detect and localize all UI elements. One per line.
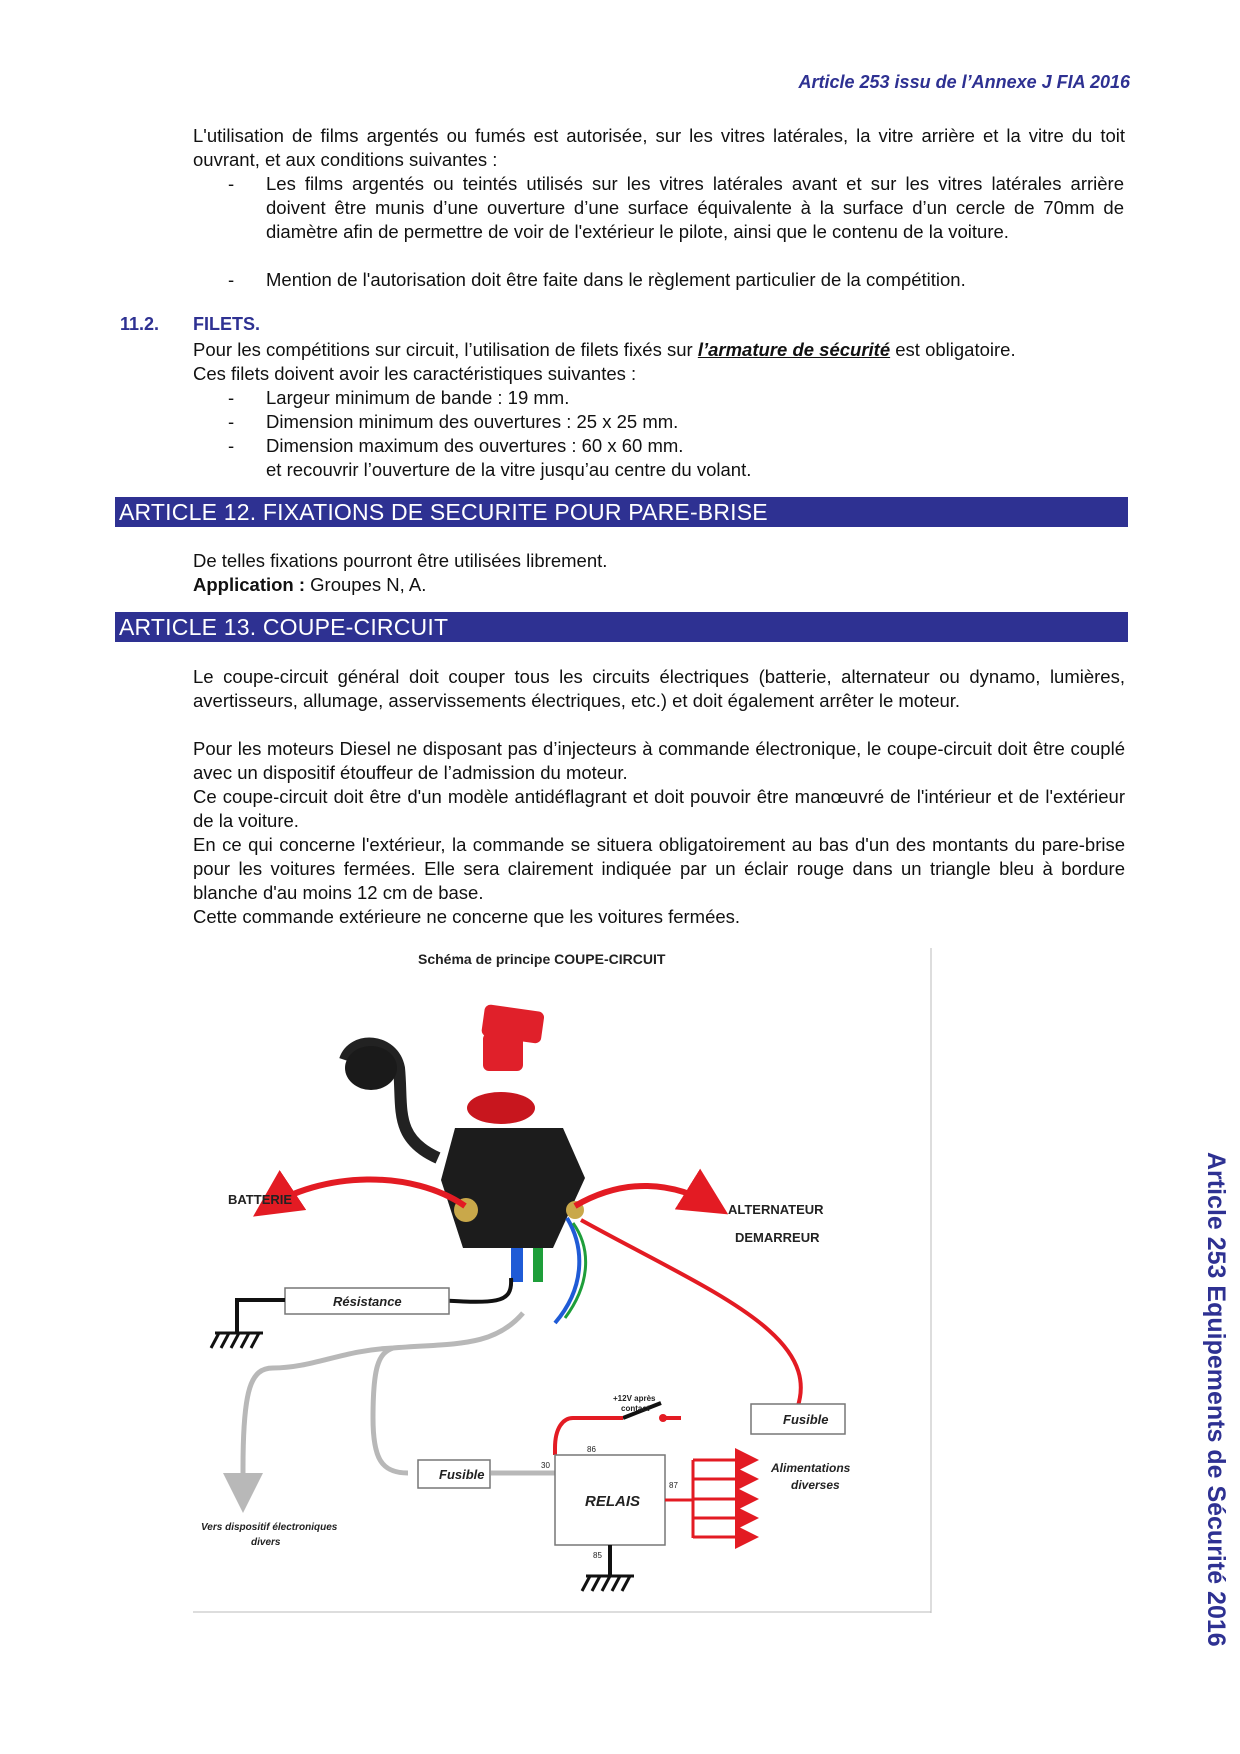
coupe-circuit-diagram — [193, 948, 933, 1613]
bullet-dash: - — [228, 269, 235, 290]
label-pin-86: 86 — [587, 1445, 596, 1454]
bullet-dash: - — [228, 435, 235, 456]
figure-title: Schéma de principe COUPE-CIRCUIT — [418, 951, 666, 967]
label-fusible-right: Fusible — [783, 1412, 829, 1427]
label-alim-1: Alimentations — [771, 1461, 851, 1475]
bullet-dash: - — [228, 173, 235, 194]
intro-paragraph: L'utilisation de films argentés ou fumés est autorisée, sur les vitres latérales, la vitre arrière et la vitre du toit ouvrant, et aux conditions suivantes : — [193, 125, 1125, 170]
label-relais: RELAIS — [585, 1493, 641, 1510]
ground-symbol-left — [211, 1333, 263, 1348]
article-13-p5: Cette commande extérieure ne concerne que les voitures fermées. — [193, 906, 741, 927]
label-pin-87: 87 — [669, 1481, 678, 1490]
label-alternateur: ALTERNATEUR — [728, 1202, 824, 1217]
diagram-svg — [193, 948, 933, 1613]
label-pin-30: 30 — [541, 1461, 550, 1470]
intro-bullet-2: Mention de l'autorisation doit être faite dans le règlement particulier de la compétition. — [266, 269, 966, 290]
wire-green — [533, 1248, 543, 1282]
article-12-text: De telles fixations pourront être utilisées librement. — [193, 550, 608, 571]
filets-line-2: Ces filets doivent avoir les caractéristiques suivantes : — [193, 363, 637, 384]
article-13-heading: ARTICLE 13. COUPE-CIRCUIT — [115, 612, 1128, 642]
armature-link[interactable]: l’armature de sécurité — [697, 339, 891, 360]
switch-body — [441, 1128, 585, 1248]
filets-bullet-2: Dimension minimum des ouvertures : 25 x 25 mm. — [266, 411, 679, 432]
side-title-text: Article 253 Equipements de Sécurité 2016 — [1202, 1152, 1230, 1647]
article-13-p1: Le coupe-circuit général doit couper tous les circuits électriques (batterie, alternateur ou dynamo, lumières, avertisseurs, allumage, asservissements électriques, etc.) et doit également arrêter le moteur. — [193, 666, 1125, 711]
application-label: Application : — [193, 574, 306, 595]
article-12-application — [193, 573, 1125, 597]
section-number: 11.2. — [120, 314, 160, 334]
section-title: FILETS. — [193, 314, 260, 334]
filets-text: est obligatoire. — [890, 339, 1016, 360]
switch-contact — [659, 1414, 667, 1422]
label-batterie: BATTERIE — [228, 1192, 293, 1207]
filets-bullet-1: Largeur minimum de bande : 19 mm. — [266, 387, 570, 408]
article-13-p4: En ce qui concerne l'extérieur, la commande se situera obligatoirement au bas d'un des montants du pare-brise pour les voitures fermées. Elle sera clairement indiquée par un éclair rouge dans un triangle bleu à bordure blanche d'au moins 12 cm de base. — [193, 834, 1125, 903]
label-12v-1: +12V après — [613, 1394, 656, 1403]
bullet-dash: - — [228, 411, 235, 432]
running-header: Article 253 issu de l’Annexe J FIA 2016 — [798, 72, 1130, 92]
wire-to-fusible — [581, 1220, 801, 1418]
battery-switch-illustration — [345, 1004, 586, 1323]
label-demarreur: DEMARREUR — [735, 1230, 820, 1245]
filets-bullet-3: Dimension maximum des ouvertures : 60 x 60 mm. — [266, 435, 684, 456]
wire-resistance-ground — [237, 1300, 285, 1333]
label-12v-2: contact — [621, 1404, 650, 1413]
article-13-p3: Ce coupe-circuit doit être d'un modèle antidéflagrant et doit pouvoir être manœuvré de l'intérieur et de l'extérieur de la voiture. — [193, 786, 1125, 831]
filets-continuation: et recouvrir l’ouverture de la vitre jusqu’au centre du volant. — [266, 459, 752, 480]
wire-to-alternateur — [575, 1186, 718, 1208]
intro-bullet-1: Les films argentés ou teintés utilisés sur les vitres latérales avant et sur les vitres latérales arrière doivent être munis d’une ouverture d’une surface équivalente à la surface d’un cercle de 70mm de diamètre afin de permettre de voir de l'extérieur le pilote, ainsi que le contenu de la voiture. — [266, 173, 1124, 242]
label-fusible-left: Fusible — [439, 1467, 485, 1482]
label-pin-85: 85 — [593, 1551, 602, 1560]
label-vers-2: divers — [251, 1537, 281, 1548]
filets-text: Pour les compétitions sur circuit, l’utilisation de filets fixés sur — [193, 339, 698, 360]
wire-to-fusible-left — [373, 1348, 408, 1473]
wire-blue — [511, 1248, 523, 1282]
dust-cap — [345, 1046, 397, 1090]
application-value: Groupes N, A. — [305, 574, 427, 595]
ground-symbol-relais — [582, 1576, 634, 1591]
relay-output-arrows — [665, 1460, 753, 1538]
wire-to-batterie — [263, 1179, 465, 1210]
label-resistance: Résistance — [333, 1294, 402, 1309]
article-13-p2: Pour les moteurs Diesel ne disposant pas d’injecteurs à commande électronique, le coupe-circuit doit être couplé avec un dispositif étouffeur de l’admission du moteur. — [193, 738, 1125, 783]
bullet-dash: - — [228, 387, 235, 408]
filets-line-1 — [193, 338, 1125, 362]
label-vers-1: Vers dispositif électroniques — [201, 1522, 338, 1533]
key-base — [467, 1092, 535, 1124]
article-12-heading: ARTICLE 12. FIXATIONS DE SECURITE POUR PARE-BRISE — [115, 497, 1128, 527]
label-alim-2: diverses — [791, 1478, 840, 1492]
